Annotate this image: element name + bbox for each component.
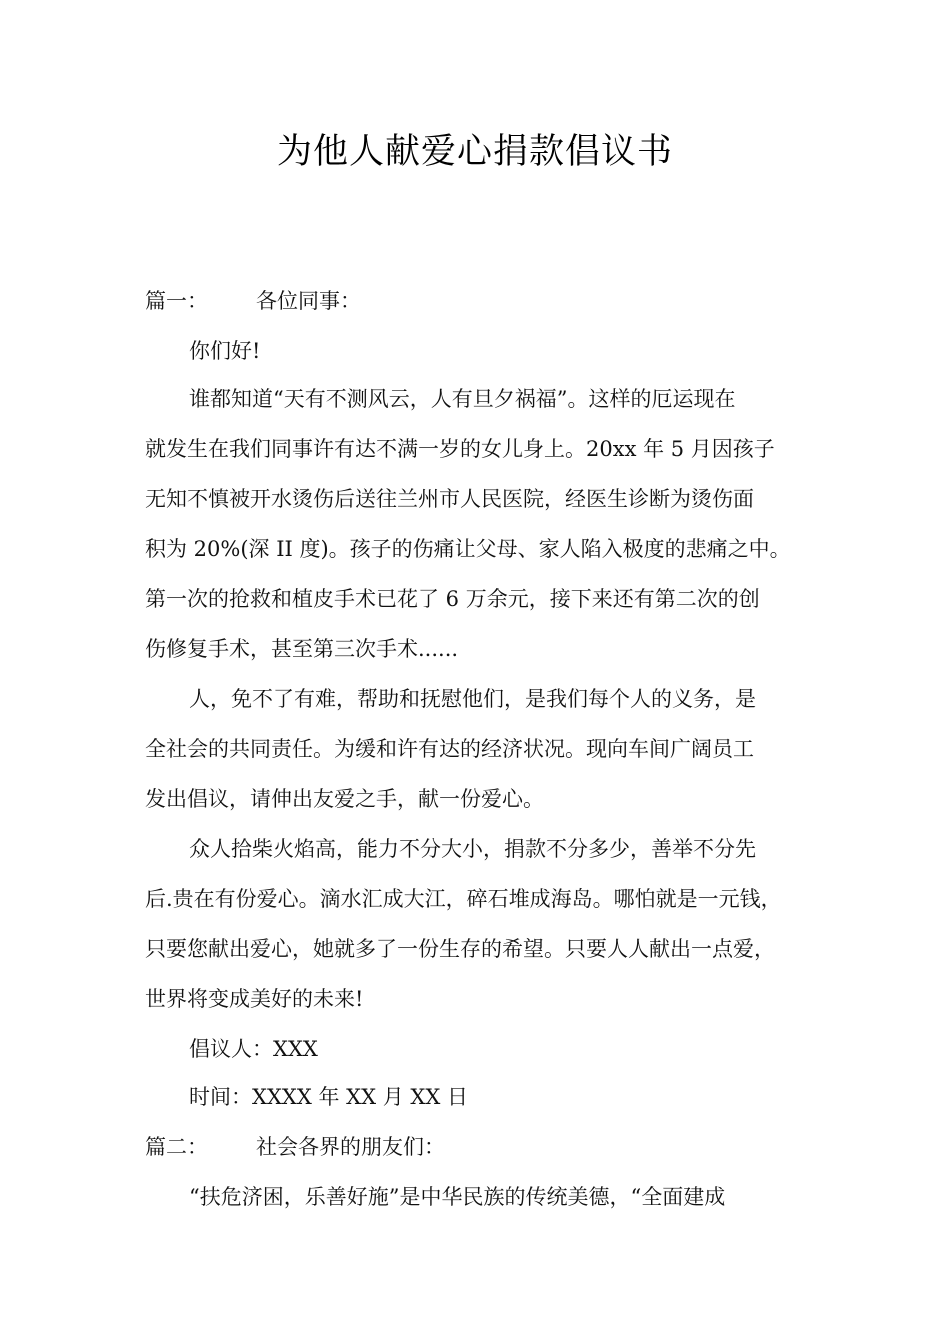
section1-para3-line: 众人拾柴火焰高，能力不分大小，捐款不分多少，善举不分先 (189, 837, 756, 861)
section1-para3-line: 后.贵在有份爱心。滴水汇成大江，碎石堆成海岛。哪怕就是一元钱， (145, 887, 782, 911)
section1-heading (145, 286, 835, 316)
section1-para1-line: 积为 20%(深 II 度)。孩子的伤痛让父母、家人陷入极度的悲痛之中。 (145, 537, 791, 561)
section2-salutation: 社会各界的朋友们： (256, 1135, 445, 1159)
section1-para1-line: 第一次的抢救和植皮手术已花了 6 万余元，接下来还有第二次的创 (145, 587, 760, 611)
section1-para1-line: 伤修复手术，甚至第三次手术...... (145, 637, 459, 661)
section2-heading (145, 1132, 835, 1162)
section1-para1-line: 无知不慎被开水烫伤后送往兰州市人民医院，经医生诊断为烫伤面 (145, 487, 754, 511)
section1-para1-line: 就发生在我们同事许有达不满一岁的女儿身上。20xx 年 5 月因孩子 (145, 437, 775, 461)
section1-para1-line: 谁都知道“天有不测风云，人有旦夕祸福”。这样的厄运现在 (189, 387, 736, 411)
document-title: 为他人献爱心捐款倡议书 (276, 132, 673, 172)
section1-para2-line: 人，免不了有难，帮助和抚慰他们，是我们每个人的义务，是 (189, 687, 756, 711)
section1-para3-line: 只要您献出爱心，她就多了一份生存的希望。只要人人献出一点爱， (145, 937, 775, 961)
section2-para1-line: “扶危济困，乐善好施”是中华民族的传统美德，“全面建成 (189, 1185, 726, 1209)
section1-para2-line: 发出倡议，请伸出友爱之手，献一份爱心。 (145, 787, 544, 811)
section1-para3-line: 世界将变成美好的未来! (145, 987, 364, 1011)
section1-para2-line: 全社会的共同责任。为缓和许有达的经济状况。现向车间广阔员工 (145, 737, 754, 761)
section1-salutation: 各位同事： (256, 289, 361, 313)
section1-date: 时间：XXXX 年 XX 月 XX 日 (189, 1085, 468, 1109)
section1-label: 篇一： (145, 289, 208, 313)
section1-initiator: 倡议人：XXX (189, 1037, 318, 1061)
section1-greeting: 你们好! (189, 339, 261, 363)
section2-label: 篇二： (145, 1135, 208, 1159)
